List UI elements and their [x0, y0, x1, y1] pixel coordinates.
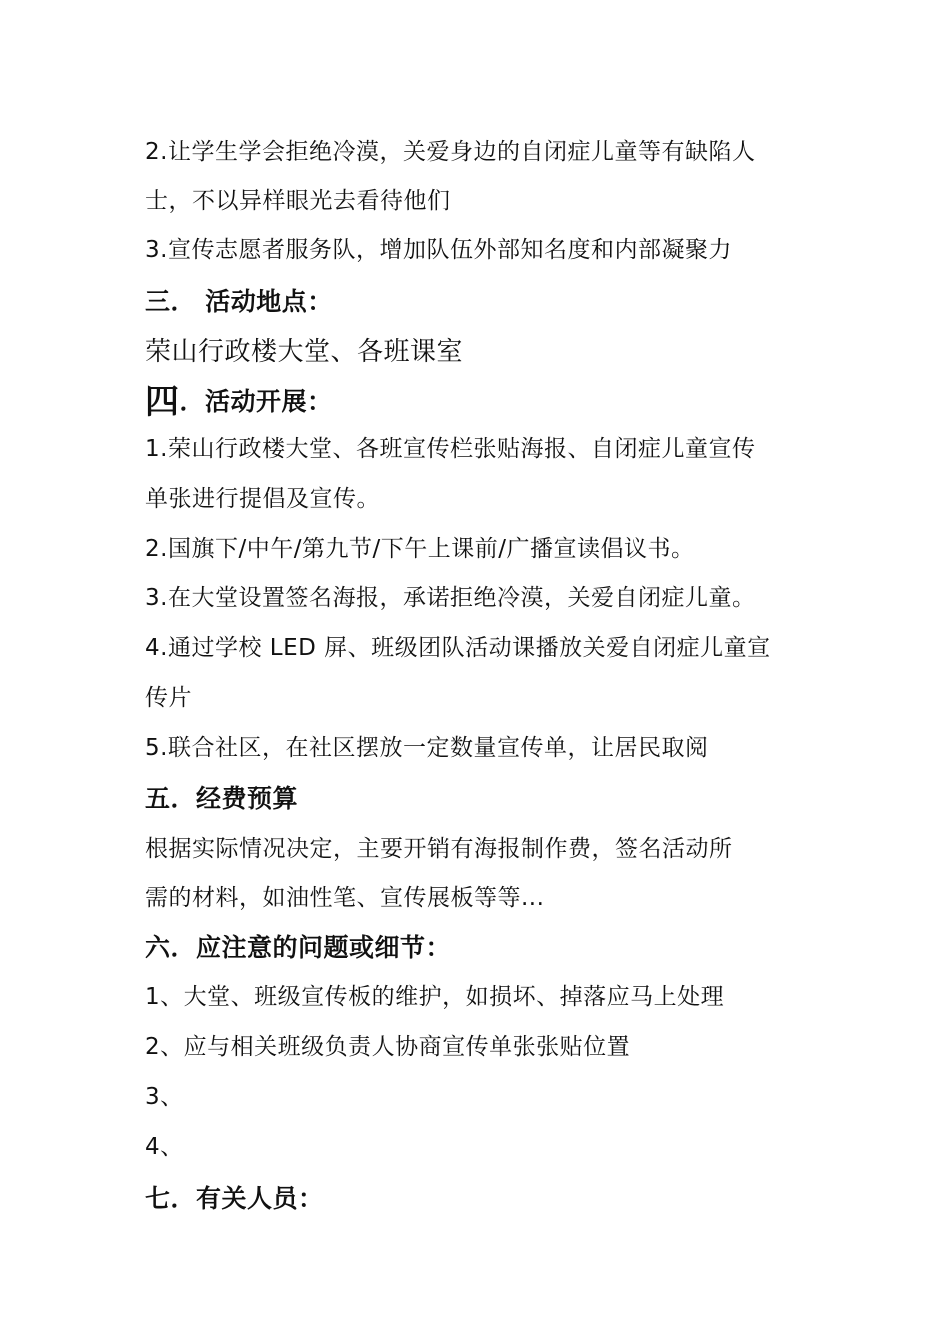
- section-4-heading: [145, 382, 333, 422]
- budget-text-line-2: 需的材料，如油性笔、宣传展板等等...: [145, 885, 545, 911]
- goal-item-2-line-1: 2.让学生学会拒绝冷漠，关爱身边的自闭症儿童等有缺陷人: [145, 139, 756, 165]
- section-4-number: 四: [145, 382, 180, 422]
- section-6-heading: 六．应注意的问题或细节：: [145, 933, 452, 962]
- activity-item-1-line-1: 1.荣山行政楼大堂、各班宣传栏张贴海报、自闭症儿童宣传: [145, 436, 756, 462]
- note-item-3: 3、: [145, 1084, 184, 1110]
- section-4-title: ．活动开展：: [179, 387, 333, 416]
- goal-item-2-line-2: 士，不以异样眼光去看待他们: [145, 188, 451, 214]
- goal-item-3: 3.宣传志愿者服务队，增加队伍外部知名度和内部凝聚力: [145, 237, 732, 263]
- activity-item-3: 3.在大堂设置签名海报，承诺拒绝冷漠，关爱自闭症儿童。: [145, 585, 756, 611]
- budget-text-line-1: 根据实际情况决定，主要开销有海报制作费，签名活动所: [145, 836, 733, 862]
- activity-item-4-line-2: 传片: [145, 685, 192, 711]
- activity-location: 荣山行政楼大堂、各班课室: [145, 337, 464, 367]
- activity-item-4-line-1: 4.通过学校 LED 屏、班级团队活动课播放关爱自闭症儿童宣: [145, 635, 771, 661]
- activity-item-2: 2.国旗下/中午/第九节/下午上课前/广播宣读倡议书。: [145, 536, 695, 562]
- note-item-1: 1、大堂、班级宣传板的维护，如损坏、掉落应马上处理: [145, 984, 725, 1010]
- section-7-heading: 七．有关人员：: [145, 1184, 324, 1213]
- section-3-heading: 三． 活动地点：: [145, 287, 333, 316]
- note-item-4: 4、: [145, 1134, 184, 1160]
- note-item-2: 2、应与相关班级负责人协商宣传单张张贴位置: [145, 1034, 631, 1060]
- activity-item-1-line-2: 单张进行提倡及宣传。: [145, 486, 380, 512]
- section-5-heading: 五．经费预算: [145, 784, 299, 813]
- activity-item-5: 5.联合社区，在社区摆放一定数量宣传单，让居民取阅: [145, 735, 709, 761]
